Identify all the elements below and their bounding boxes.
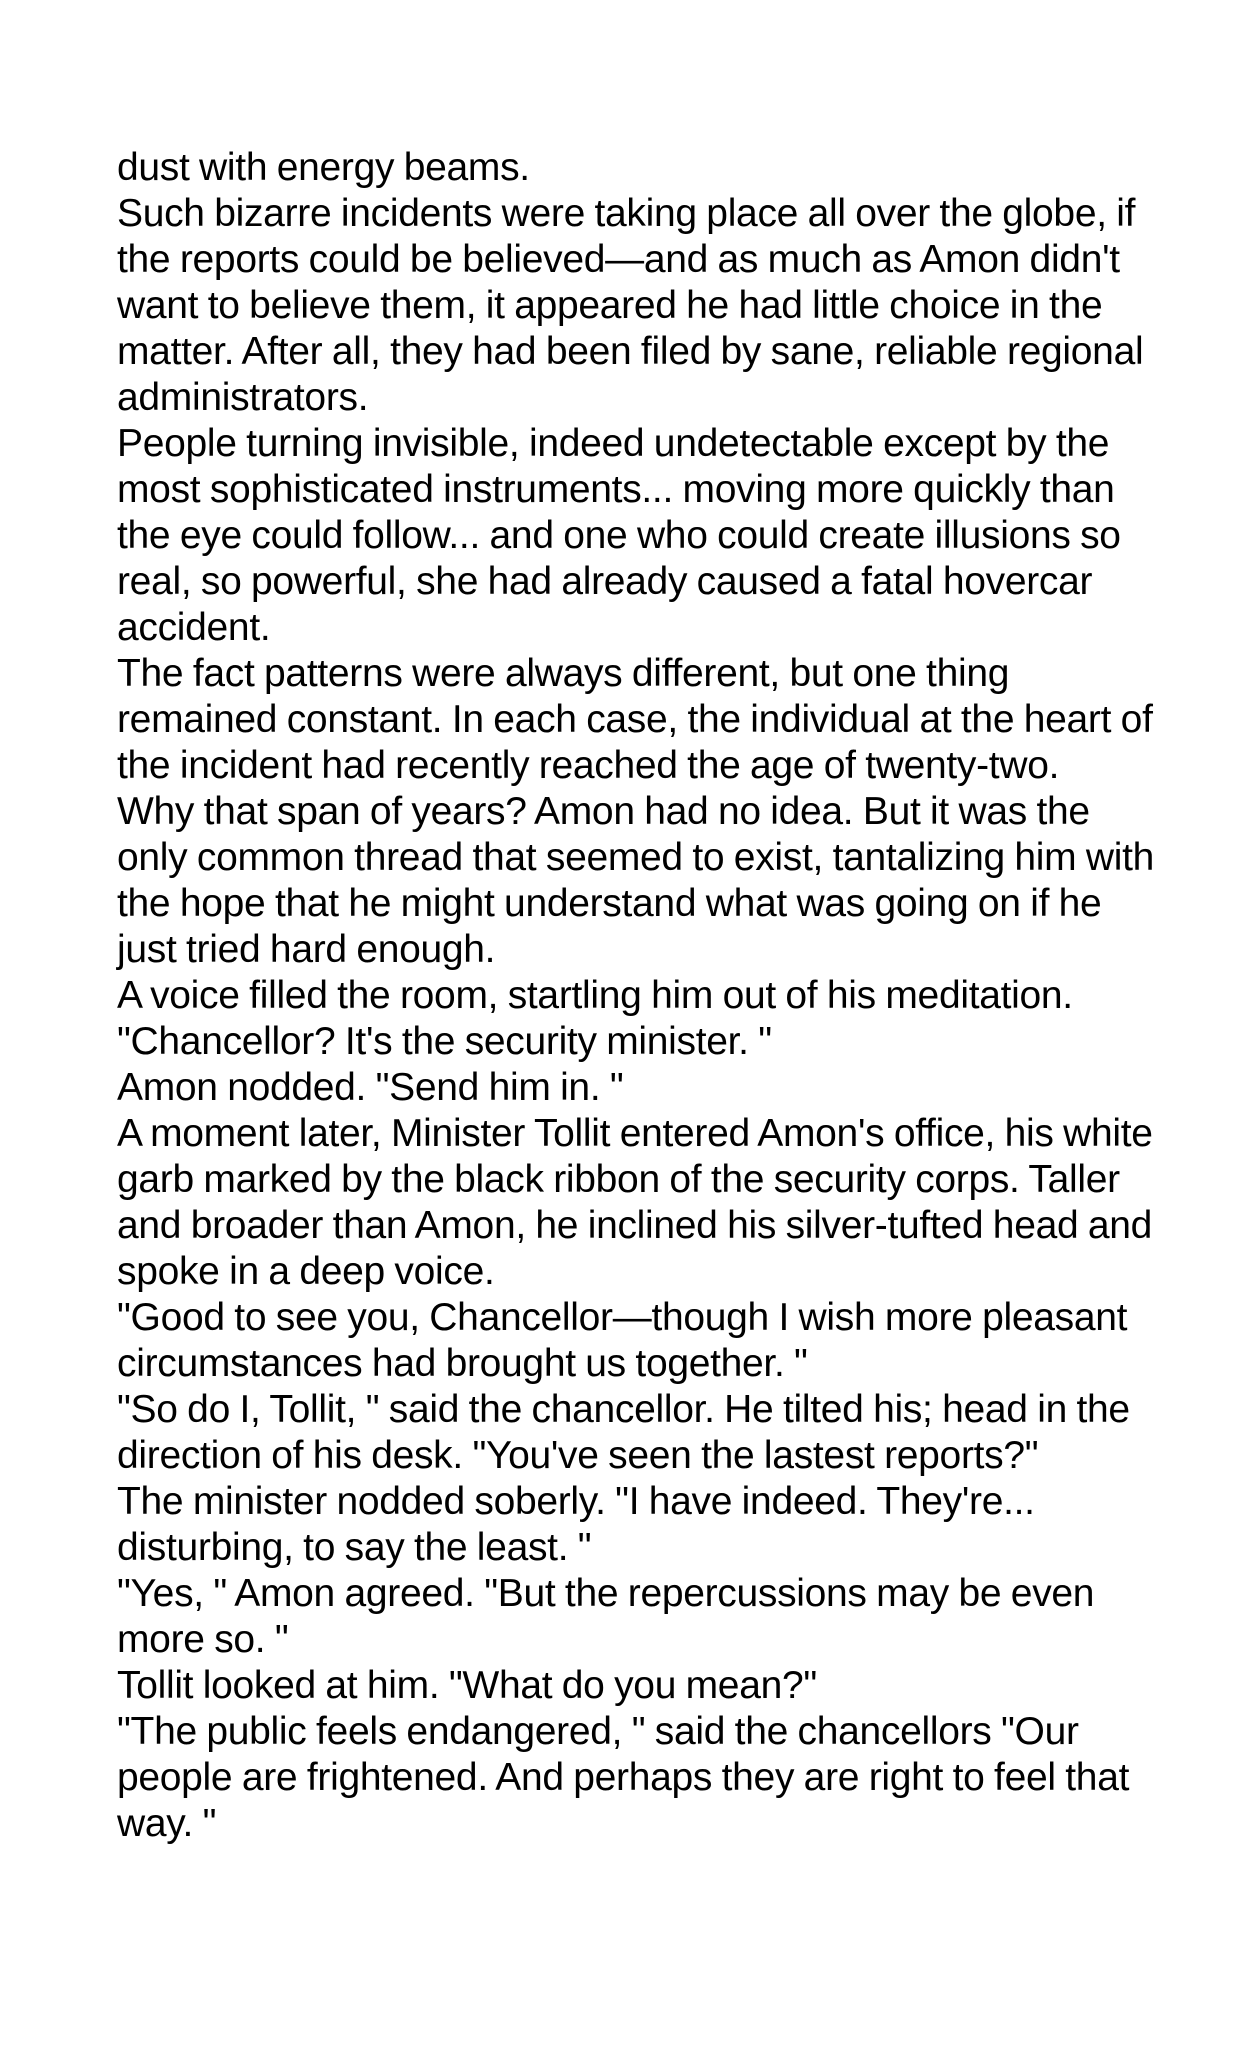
paragraph: "So do I, Tollit, " said the chancellor. He tilted his; head in the direction of his desk. "You've seen the lastest reports?" [117,1388,1130,1477]
paragraph: Amon nodded. "Send him in. " [117,1066,624,1109]
paragraph: dust with energy beams. [117,146,530,189]
paragraph: "The public feels endangered, " said the chancellors "Our people are frightened. And perhaps they are right to feel that way. " [117,1710,1130,1845]
paragraph: Why that span of years? Amon had no idea. But it was the only common thread that seemed to exist, tantalizing him with the hope that he might understand what was going on if he just tried hard enough. [117,790,1155,971]
paragraph: "Good to see you, Chancellor—though I wish more pleasant circumstances had brought us together. " [117,1296,1128,1385]
paragraph: A moment later, Minister Tollit entered Amon's office, his white garb marked by the black ribbon of the security corps. Taller and broader than Amon, he inclined his silver-tufted head and spoke in a deep voice. [117,1112,1153,1293]
document-body [117,145,1157,1847]
paragraph: People turning invisible, indeed undetectable except by the most sophisticated instruments... moving more quickly than the eye could follow... and one who could create illusions so real, so powerful, she had already caused a fatal hovercar accident. [117,422,1121,649]
paragraph: Such bizarre incidents were taking place all over the globe, if the reports could be believed—and as much as Amon didn't want to believe them, it appeared he had little choice in the matter. After all, they had been filed by sane, reliable regional administrators. [117,192,1144,419]
paragraph: The fact patterns were always different, but one thing remained constant. In each case, the individual at the heart of the incident had recently reached the age of twenty-two. [117,652,1153,787]
paragraph: The minister nodded soberly. "I have indeed. They're... disturbing, to say the least. " [117,1480,1035,1569]
paragraph: "Chancellor? It's the security minister. " [117,1020,772,1063]
paragraph: "Yes, " Amon agreed. "But the repercussions may be even more so. " [117,1572,1095,1661]
paragraph: Tollit looked at him. "What do you mean?" [117,1664,817,1707]
paragraph: A voice filled the room, startling him out of his meditation. [117,974,1073,1017]
